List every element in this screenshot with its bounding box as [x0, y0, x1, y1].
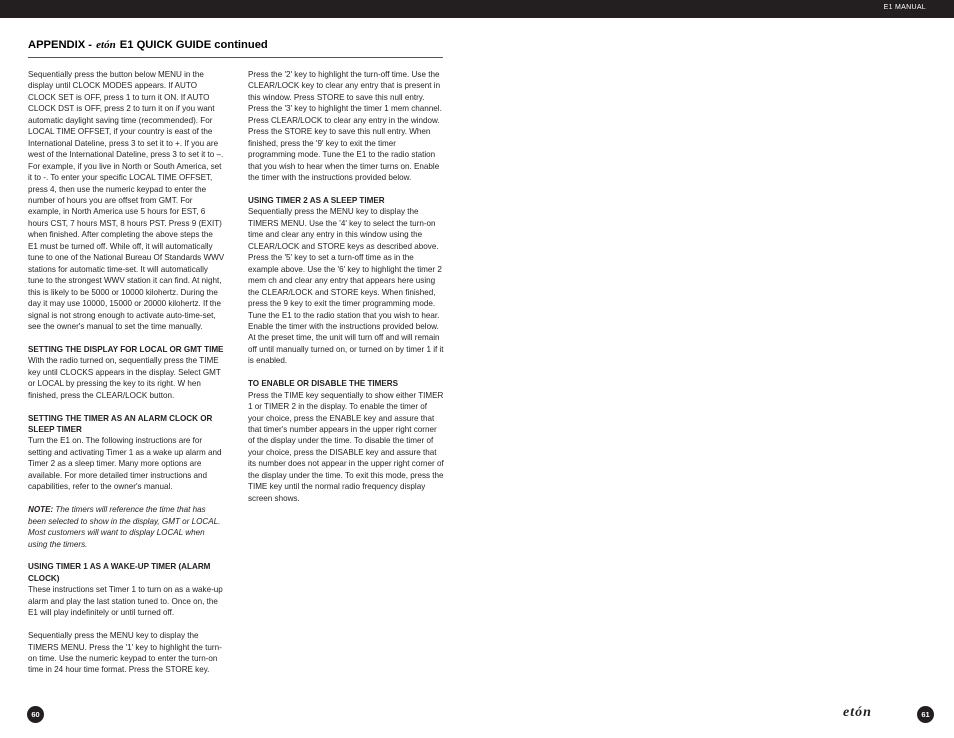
page-number-right: 61: [917, 706, 934, 723]
timer-heading: SETTING THE TIMER AS AN ALARM CLOCK OR SLEEP TIMER: [28, 413, 213, 435]
timer-paragraph: Turn the E1 on. The following instructions are for setting and activating Timer 1 as a wake up alarm and Timer 2 as a sleep timer. Many more options are available. For more detailed timer instructions and capabilities, refer to the owner's manual.: [28, 436, 222, 492]
timer1-heading: USING TIMER 1 AS A WAKE-UP TIMER (ALARM CLOCK): [28, 562, 211, 583]
title-brand: etón: [96, 39, 116, 51]
note-paragraph: [28, 504, 225, 550]
display-heading: SETTING THE DISPLAY FOR LOCAL OR GMT TIME: [28, 344, 224, 354]
enable-heading: TO ENABLE OR DISABLE THE TIMERS: [248, 379, 399, 389]
top-bar: [0, 0, 954, 18]
page-title: [28, 39, 268, 51]
manual-label: E1 MANUAL: [883, 4, 926, 11]
right-column: [248, 69, 445, 516]
title-prefix: APPENDIX -: [28, 39, 96, 51]
timer2-paragraph: Sequentially press the MENU key to display the TIMERS MENU. Use the '4' key to select the turn-on time and clear any entry in this window using the CLEAR/LOCK and STORE keys as described above. Press the '5' key to set a turn-off time as in the example above. Use the '6' key to highlight the timer 2 mem ch and clear any entry that appears here using the CLEAR/LOCK and STORE keys. When finished, press the 9 key to exit the timer programming mode. Tune the E1 to the radio station that you wish to hear. Enable the timer with the instructions provided below. At the preset time, the unit will turn off and will remain off until manually turned on, or turned on by timer 1 if it is enabled.: [248, 207, 444, 366]
display-paragraph: With the radio turned on, sequentially press the TIME key until CLOCKS appears in the display. Select GMT or LOCAL by pressing the key to its right. W hen finished, press the CLEAR/LOCK button.: [28, 356, 221, 400]
page-number-left: 60: [27, 706, 44, 723]
eton-logo: etón: [843, 705, 872, 720]
continued-paragraph: Press the '2' key to highlight the turn-off time. Use the CLEAR/LOCK key to clear any entry that is present in this window. Press STORE to save this null entry. Press the '3' key to highlight the timer 1 mem channel. Press CLEAR/LOCK to clear any entry in the window. Press the STORE key to save this null entry. When finished, press the '9' key to exit the timer programming mode. Tune the E1 to the radio station that you wish to hear when the timer turns on. Enable the timer with the instructions provided below.: [248, 70, 442, 183]
left-column: [28, 69, 225, 687]
timer1-paragraph-2: Sequentially press the MENU key to display the TIMERS MENU. Press the '1' key to highlight the turn-on time. Use the numeric keypad to enter the turn-on time in 24 hour time format. Press the STORE key.: [28, 631, 222, 675]
title-rule: [28, 57, 443, 58]
timer1-paragraph: These instructions set Timer 1 to turn on as a wake-up alarm and play the last station tuned to. Once on, the E1 will play indefinitely or until turned off.: [28, 585, 223, 618]
timer2-heading: USING TIMER 2 AS A SLEEP TIMER: [248, 195, 385, 205]
enable-paragraph: Press the TIME key sequentially to show either TIMER 1 or TIMER 2 in the display. To enable the timer of your choice, press the ENABLE key and assure that that timer's number appears in the upper right corner of the display under the time. To disable the timer of your choice, press the DISABLE key and assure that its number does not appear in the upper right corner of the display under the time. To exit this mode, press the TIME key until the normal radio frequency display screen shows.: [248, 390, 444, 503]
note-label: NOTE:: [28, 505, 54, 515]
note-text: The timers will reference the time that has been selected to show in the display, GMT or LOCAL. Most customers will want to display LOCAL when using the timers.: [28, 505, 221, 549]
title-text: E1 QUICK GUIDE continued: [116, 39, 268, 51]
intro-paragraph: Sequentially press the button below MENU in the display until CLOCK MODES appears. If AUTO CLOCK SET is OFF, press 1 to turn it ON. If AUTO CLOCK DST is OFF, press 2 to turn it on if you want automatic daylight saving time (recommended). For LOCAL TIME OFFSET, if your country is east of the International Dateline, press 3 to set it to +. If you are west of the International Dateline, press 3 to set it to –. For example, if you live in North or South America, set it to -. To enter your specific LOCAL TIME OFFSET, press 4, then use the numeric keypad to enter the number of hours you are offset from GMT. For example, in North America use 5 hours for EST, 6 hours CST, 7 hours MST, 8 hours PST. Press 9 (EXIT) when finished. After completing the above steps the E1 must be turned off. While off, it will automatically tune to one of the National Bureau Of Standards WWV stations for automatic time-set. It will automatically tune to the strongest WWV station it can find. At night, this is likely to be 5000 or 10000 kilohertz. During the day it may use 10000, 15000 or 20000 kilohertz. If the signal is not strong enough to activate auto-time-set, see the owner's manual to set the time manually.: [28, 70, 225, 331]
